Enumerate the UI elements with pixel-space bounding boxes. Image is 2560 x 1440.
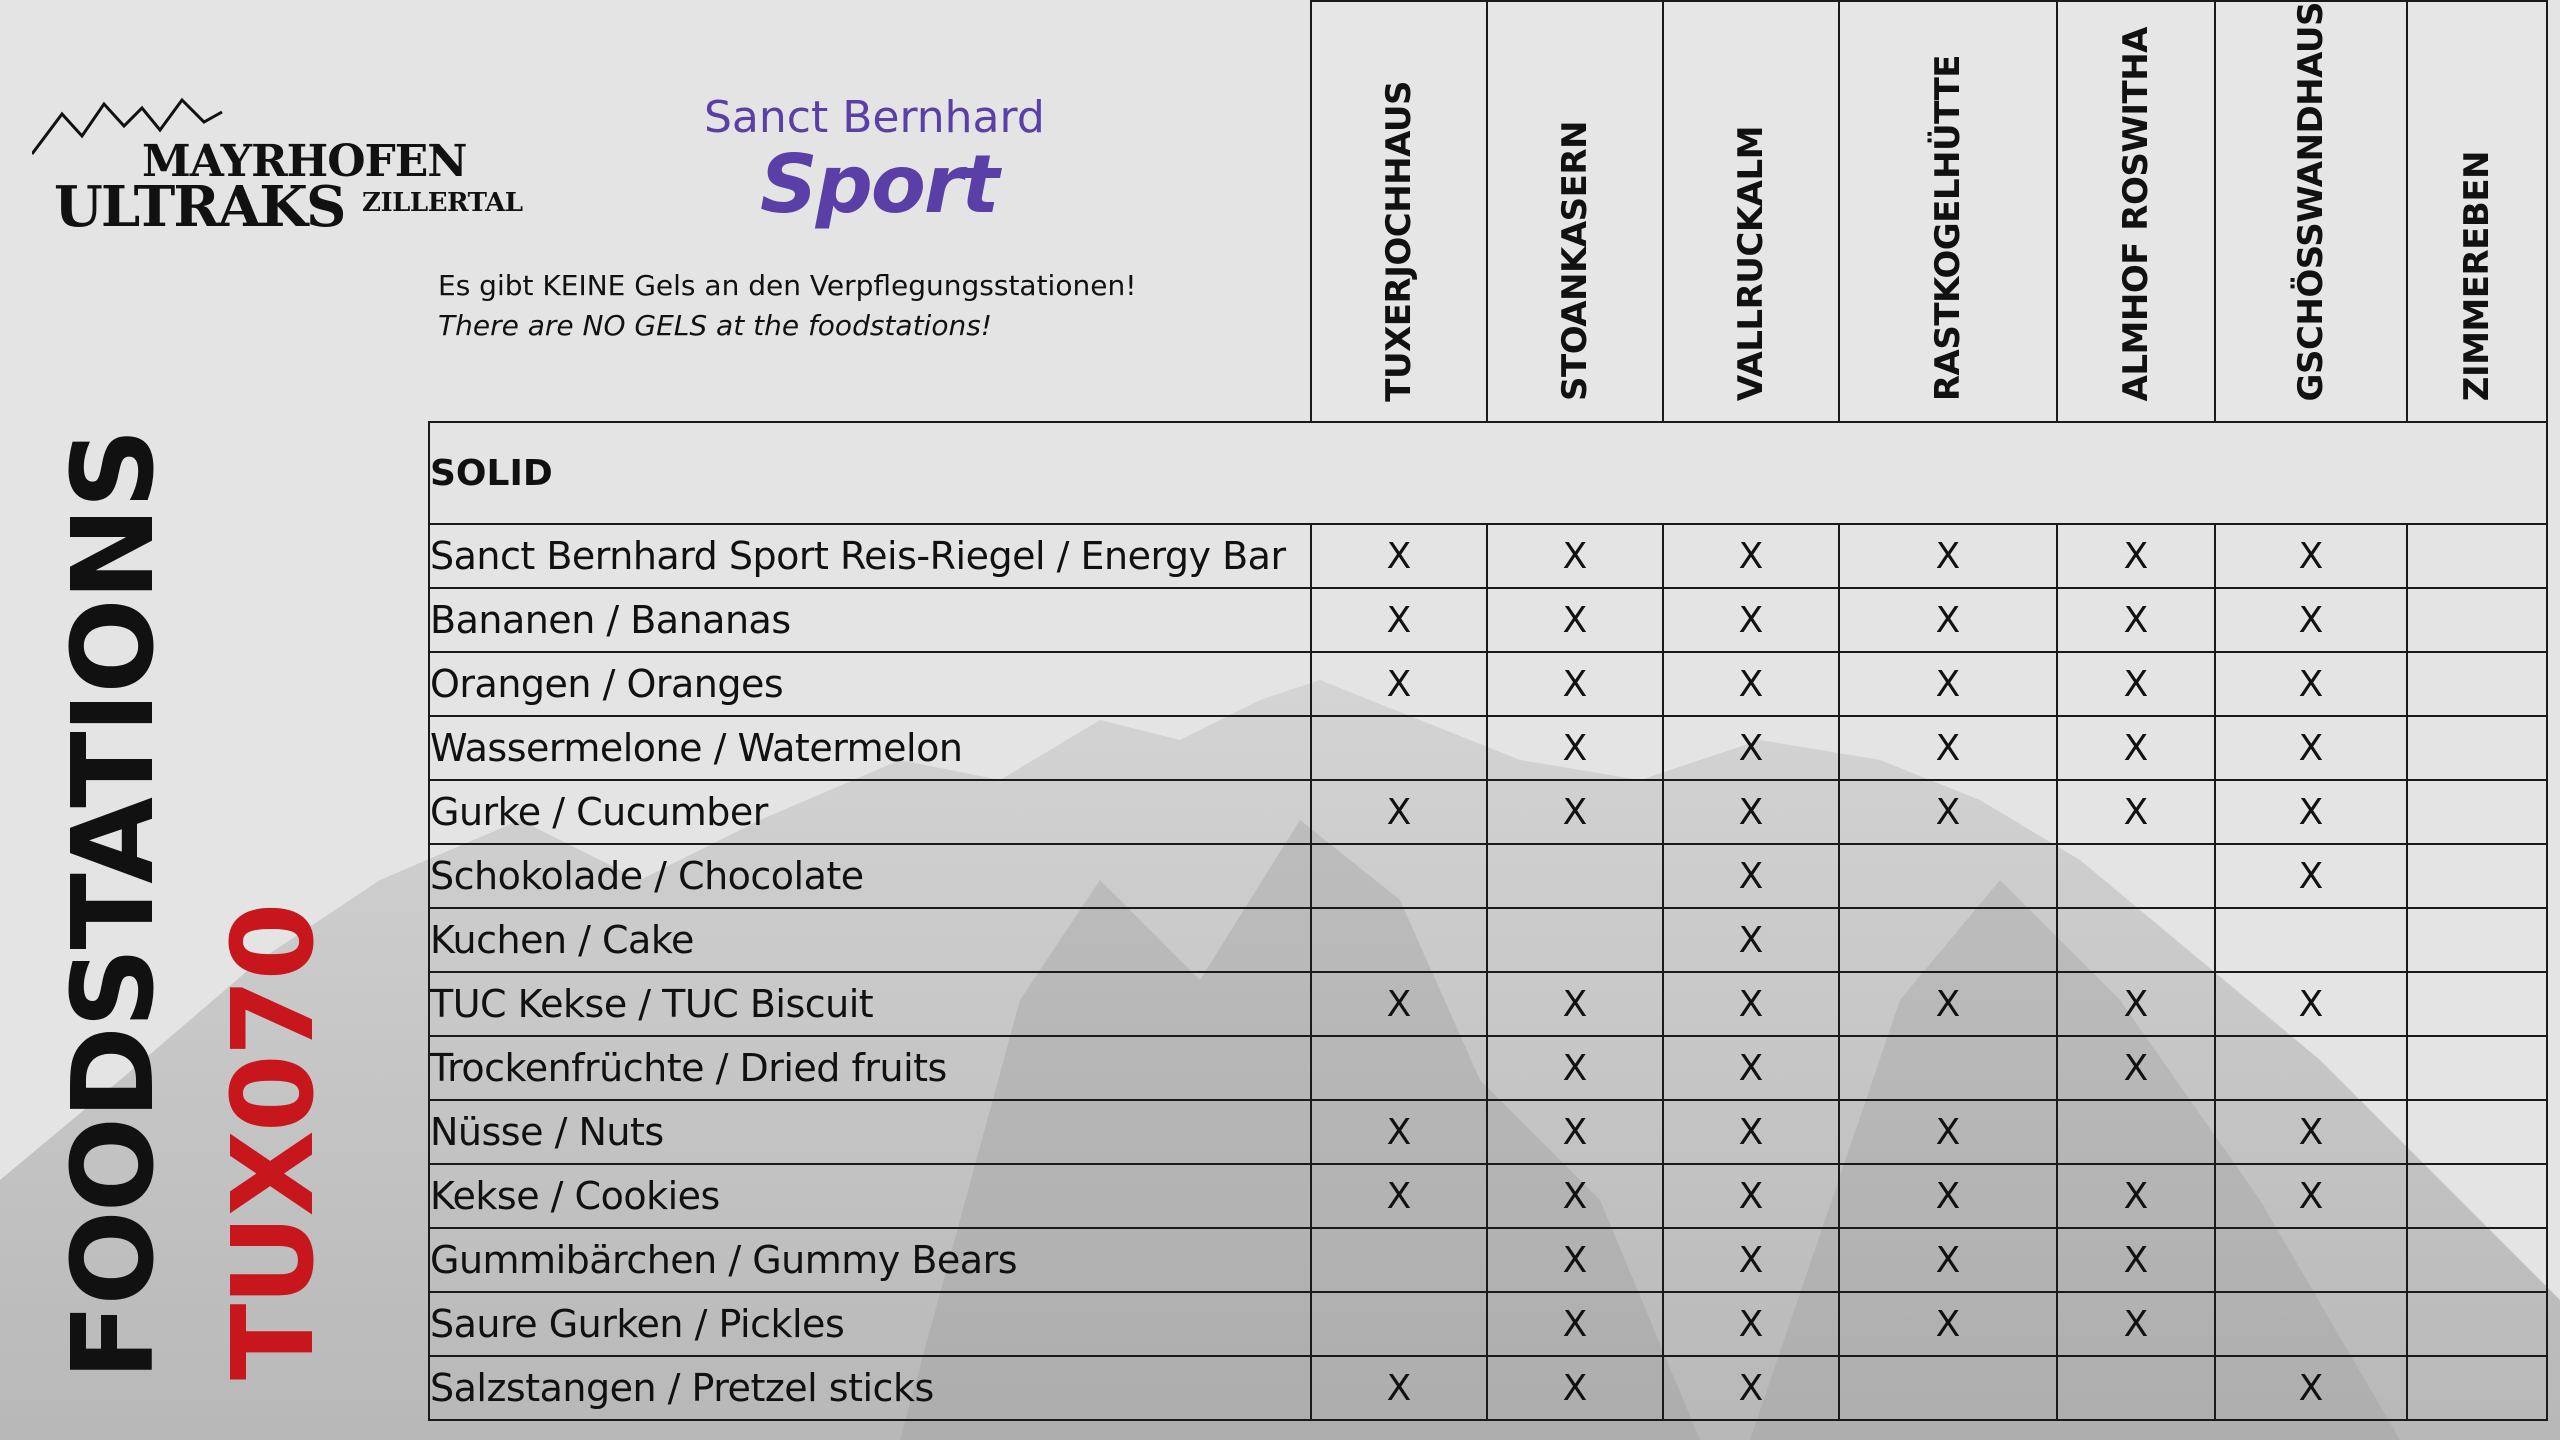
availability-cell xyxy=(1839,844,2057,908)
availability-cell: X xyxy=(1663,588,1839,652)
availability-cell: X xyxy=(2215,844,2407,908)
station-header xyxy=(1663,1,1839,422)
availability-cell: X xyxy=(1663,780,1839,844)
availability-cell xyxy=(1311,908,1487,972)
station-label: GSCHÖSSWANDHAUS xyxy=(2291,2,2331,402)
availability-cell: X xyxy=(1487,524,1663,588)
availability-cell: X xyxy=(1487,652,1663,716)
availability-cell xyxy=(2215,1228,2407,1292)
availability-cell: X xyxy=(1839,972,2057,1036)
table-row xyxy=(429,1164,2547,1228)
item-name: Kekse / Cookies xyxy=(429,1164,1311,1228)
table-row xyxy=(429,716,2547,780)
item-name: Orangen / Oranges xyxy=(429,652,1311,716)
availability-cell xyxy=(1839,1356,2057,1420)
item-name: Gurke / Cucumber xyxy=(429,780,1311,844)
availability-cell xyxy=(2407,908,2547,972)
availability-cell: X xyxy=(2057,652,2215,716)
availability-cell xyxy=(1311,716,1487,780)
availability-cell: X xyxy=(2215,524,2407,588)
availability-cell xyxy=(2407,652,2547,716)
availability-cell: X xyxy=(1487,1036,1663,1100)
availability-cell: X xyxy=(1311,1356,1487,1420)
availability-cell: X xyxy=(1839,1228,2057,1292)
availability-cell: X xyxy=(1487,588,1663,652)
availability-cell: X xyxy=(1839,780,2057,844)
availability-cell: X xyxy=(1839,588,2057,652)
availability-cell: X xyxy=(1663,652,1839,716)
availability-cell: X xyxy=(1311,588,1487,652)
availability-cell xyxy=(2407,1356,2547,1420)
foodstation-table xyxy=(428,0,2548,1421)
availability-cell: X xyxy=(1839,652,2057,716)
station-header xyxy=(2215,1,2407,422)
availability-cell xyxy=(1311,1036,1487,1100)
availability-cell: X xyxy=(2215,1164,2407,1228)
availability-cell: X xyxy=(1311,972,1487,1036)
item-name: Wassermelone / Watermelon xyxy=(429,716,1311,780)
availability-cell: X xyxy=(1663,524,1839,588)
section-title-solid: SOLID xyxy=(429,422,2547,524)
availability-cell xyxy=(2057,1356,2215,1420)
availability-cell xyxy=(1311,1292,1487,1356)
availability-cell: X xyxy=(1839,1292,2057,1356)
availability-cell: X xyxy=(2057,1228,2215,1292)
item-name: Sanct Bernhard Sport Reis-Riegel / Energy Bar xyxy=(429,524,1311,588)
item-name: Kuchen / Cake xyxy=(429,908,1311,972)
table-row xyxy=(429,652,2547,716)
availability-cell: X xyxy=(1311,780,1487,844)
availability-cell xyxy=(1839,1036,2057,1100)
logo-text-zillertal: ZILLERTAL xyxy=(362,188,523,218)
availability-cell: X xyxy=(1663,1100,1839,1164)
availability-cell xyxy=(1311,1228,1487,1292)
logo-text-sanct-bernhard: Sanct Bernhard xyxy=(704,92,1045,143)
station-header xyxy=(1311,1,1487,422)
availability-cell: X xyxy=(2057,1164,2215,1228)
availability-cell xyxy=(1311,844,1487,908)
availability-cell: X xyxy=(2057,716,2215,780)
availability-cell: X xyxy=(1487,716,1663,780)
table-row xyxy=(429,1292,2547,1356)
availability-cell: X xyxy=(2215,972,2407,1036)
availability-cell: X xyxy=(1839,524,2057,588)
station-header xyxy=(1839,1,2057,422)
logo-text-sport: Sport xyxy=(760,138,998,231)
station-label: VALLRUCKALM xyxy=(1731,126,1771,402)
table-row xyxy=(429,780,2547,844)
table-corner xyxy=(429,1,1311,422)
table-row xyxy=(429,588,2547,652)
availability-cell: X xyxy=(2057,588,2215,652)
item-name: Bananen / Bananas xyxy=(429,588,1311,652)
availability-cell: X xyxy=(1487,972,1663,1036)
station-label: ZIMMEREBEN xyxy=(2457,151,2497,402)
availability-cell: X xyxy=(1839,716,2057,780)
availability-cell: X xyxy=(2215,1100,2407,1164)
side-title xyxy=(49,430,418,1384)
notice-german: Es gibt KEINE Gels an den Verpflegungsstationen! xyxy=(438,269,1137,302)
item-name: Schokolade / Chocolate xyxy=(429,844,1311,908)
availability-cell: X xyxy=(2057,1036,2215,1100)
availability-cell: X xyxy=(1311,524,1487,588)
availability-cell xyxy=(2057,1100,2215,1164)
availability-cell: X xyxy=(1663,972,1839,1036)
availability-cell xyxy=(2215,1292,2407,1356)
availability-cell: X xyxy=(1839,1100,2057,1164)
availability-cell xyxy=(1487,844,1663,908)
availability-cell: X xyxy=(1839,1164,2057,1228)
availability-cell xyxy=(1487,908,1663,972)
station-label: STOANKASERN xyxy=(1555,121,1595,402)
station-header xyxy=(2057,1,2215,422)
availability-cell: X xyxy=(1487,1100,1663,1164)
availability-cell: X xyxy=(1487,1164,1663,1228)
table-row xyxy=(429,1100,2547,1164)
logo-text-mayrhofen: MAYRHOFEN xyxy=(142,136,467,187)
availability-cell: X xyxy=(2215,588,2407,652)
availability-cell xyxy=(2407,844,2547,908)
availability-cell xyxy=(2215,1036,2407,1100)
availability-cell xyxy=(2407,1228,2547,1292)
section-row xyxy=(429,422,2547,524)
availability-cell xyxy=(2407,1292,2547,1356)
availability-cell: X xyxy=(2215,652,2407,716)
availability-cell xyxy=(2407,780,2547,844)
availability-cell: X xyxy=(1663,908,1839,972)
station-label: RASTKOGELHÜTTE xyxy=(1928,55,1968,402)
availability-cell xyxy=(2407,716,2547,780)
availability-cell xyxy=(2407,588,2547,652)
availability-cell: X xyxy=(2057,972,2215,1036)
availability-cell: X xyxy=(2057,524,2215,588)
availability-cell: X xyxy=(1311,652,1487,716)
item-name: Saure Gurken / Pickles xyxy=(429,1292,1311,1356)
availability-cell: X xyxy=(1487,1228,1663,1292)
availability-cell: X xyxy=(1663,1292,1839,1356)
table-row xyxy=(429,908,2547,972)
item-name: Trockenfrüchte / Dried fruits xyxy=(429,1036,1311,1100)
availability-cell: X xyxy=(2057,780,2215,844)
availability-cell: X xyxy=(1663,716,1839,780)
title-event-tux070: TUX070 xyxy=(209,904,339,1380)
availability-cell: X xyxy=(2215,1356,2407,1420)
item-name: Nüsse / Nuts xyxy=(429,1100,1311,1164)
notice-english: There are NO GELS at the foodstations! xyxy=(438,309,993,342)
availability-cell: X xyxy=(2215,716,2407,780)
availability-cell xyxy=(2407,972,2547,1036)
availability-cell: X xyxy=(1311,1164,1487,1228)
item-name: Gummibärchen / Gummy Bears xyxy=(429,1228,1311,1292)
availability-cell: X xyxy=(1487,780,1663,844)
table-row xyxy=(429,1356,2547,1420)
table-row xyxy=(429,1228,2547,1292)
availability-cell: X xyxy=(1663,1164,1839,1228)
station-header xyxy=(1487,1,1663,422)
availability-cell: X xyxy=(2057,1292,2215,1356)
availability-cell xyxy=(2407,1100,2547,1164)
table-row xyxy=(429,844,2547,908)
title-foodstations: FOODSTATIONS xyxy=(49,430,179,1380)
station-header-row xyxy=(429,1,2547,422)
availability-cell: X xyxy=(1663,1036,1839,1100)
item-name: TUC Kekse / TUC Biscuit xyxy=(429,972,1311,1036)
station-header xyxy=(2407,1,2547,422)
availability-cell xyxy=(2215,908,2407,972)
table-row xyxy=(429,1036,2547,1100)
availability-cell xyxy=(2057,844,2215,908)
availability-cell: X xyxy=(1663,1228,1839,1292)
table-row xyxy=(429,972,2547,1036)
availability-cell: X xyxy=(1663,1356,1839,1420)
availability-cell: X xyxy=(1663,844,1839,908)
availability-cell: X xyxy=(1487,1356,1663,1420)
availability-cell xyxy=(2407,1036,2547,1100)
availability-cell: X xyxy=(2215,780,2407,844)
availability-cell: X xyxy=(1487,1292,1663,1356)
logo-text-ultraks: ULTRAKS xyxy=(54,174,345,240)
availability-cell: X xyxy=(1311,1100,1487,1164)
availability-cell xyxy=(1839,908,2057,972)
availability-cell xyxy=(2407,1164,2547,1228)
station-label: ALMHOF ROSWITHA xyxy=(2116,27,2156,402)
availability-cell xyxy=(2407,524,2547,588)
availability-cell xyxy=(2057,908,2215,972)
item-name: Salzstangen / Pretzel sticks xyxy=(429,1356,1311,1420)
station-label: TUXERJOCHHAUS xyxy=(1379,80,1419,402)
table-row xyxy=(429,524,2547,588)
